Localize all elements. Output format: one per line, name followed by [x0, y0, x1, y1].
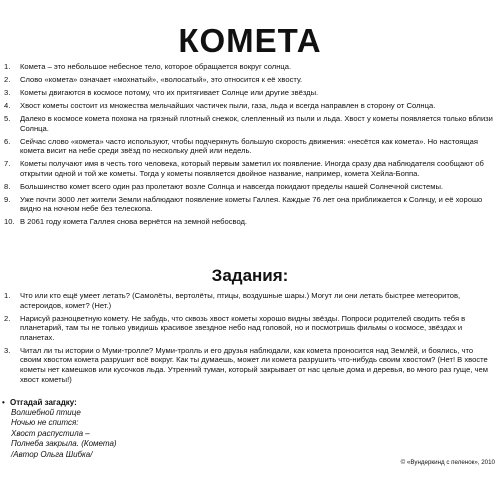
fact-text: В 2061 году комета Галлея снова вернётся на земной небосвод.	[20, 217, 248, 227]
fact-text: Уже почти 3000 лет жители Земли наблюдают появление кометы Галлея. Каждые 76 лет она приближается к Солнцу, и её хорошо видно на ночном небе без телескопа.	[20, 194, 483, 214]
fact-text: Далеко в космосе комета похожа на грязный плотный снежок, слепленный из пыли и льда. Хвост у кометы появляется только вблизи Солнца.	[20, 113, 493, 133]
fact-text: Большинство комет всего один раз пролетают возле Солнца и навсегда покидают пределы нашей Солнечной системы.	[20, 181, 444, 191]
fact-number: 3.	[4, 87, 11, 97]
fact-item	[4, 182, 495, 192]
fact-text: Сейчас слово «комета» часто используют, чтобы подчеркнуть большую скорость движения: «несётся как комета». Но настоящая комета висит на небе среди звёзд по нескольку дней или недель.	[20, 136, 478, 156]
fact-number: 7.	[4, 159, 11, 169]
task-text: Что или кто ещё умеет летать? (Самолёты, вертолёты, птицы, воздушные шары.) Могут ли они летать быстрее метеоритов, астероидов, комет? (Нет.)	[20, 291, 461, 310]
fact-item	[4, 75, 495, 85]
riddle-author: /Автор Ольга Шибка/	[11, 449, 93, 459]
fact-item	[4, 88, 495, 98]
fact-number: 1.	[4, 62, 11, 71]
fact-number: 6.	[4, 136, 11, 146]
fact-number: 5.	[4, 113, 11, 123]
fact-item	[4, 62, 495, 72]
fact-item	[4, 159, 495, 178]
riddle-line: Хвост распустила –	[11, 428, 90, 438]
riddle-line: Полнеба закрыла. (Комета)	[11, 439, 117, 449]
fact-item	[4, 101, 495, 111]
fact-item	[4, 217, 495, 227]
fact-number: 8.	[4, 181, 11, 191]
facts-list	[4, 62, 495, 230]
bullet-icon: •	[2, 398, 5, 407]
fact-number: 2.	[4, 74, 11, 84]
fact-number: 4.	[4, 100, 11, 110]
task-number: 1.	[4, 291, 11, 300]
task-item	[4, 291, 495, 310]
fact-text: Комета – это небольшое небесное тело, которое обращается вокруг солнца.	[20, 62, 292, 71]
riddle-line: Волшебной птице	[11, 408, 81, 417]
tasks-heading: Задания:	[211, 266, 289, 285]
copyright-notice: © «Вундеркинд с пеленок», 2010	[400, 459, 495, 466]
page-title: КОМЕТА	[178, 22, 322, 59]
riddle-block	[2, 398, 302, 460]
task-text: Читал ли ты истории о Муми-тролле? Муми-тролль и его друзья наблюдали, как комета проносится над Землёй, и боялись, что своим хвостом комета разрушит всё вокруг. Как ты думаешь, может ли комета разрушить что-нибудь своим хвостом? (Нет! В хвосте кометы нет камешков или кусочков льда. Утренний туман, который закрывает от нас целые дома и деревья, во много раз гуще, чем хвост кометы!)	[20, 345, 488, 384]
task-item	[4, 346, 495, 384]
riddle-heading-text: Отгадай загадку:	[10, 398, 77, 407]
task-number: 3.	[4, 345, 11, 355]
fact-text: Хвост кометы состоит из множества мельчайших частичек пыли, газа, льда и всегда направлен в сторону от Солнца.	[20, 100, 436, 110]
fact-item	[4, 137, 495, 156]
fact-item	[4, 114, 495, 133]
fact-text: Слово «комета» означает «мохнатый», «волосатый», это относится к её хвосту.	[20, 74, 303, 84]
fact-text: Кометы получают имя в честь того человека, который первым заметил их появление. Иногда сразу два наблюдателя сообщают об открытии одной и той же кометы. Тогда у кометы появляется двойное название, например, комета Хейла-Боппа.	[20, 159, 484, 178]
task-item	[4, 314, 495, 343]
tasks-list	[4, 291, 495, 388]
fact-number: 9.	[4, 194, 11, 204]
fact-number: 10.	[4, 217, 15, 227]
riddle-line: Ночью не спится:	[11, 418, 79, 428]
task-text: Нарисуй разноцветную комету. Не забудь, что сквозь хвост кометы хорошо видны звёзды. Попроси родителей сводить тебя в планетарий, там ты не только увидишь красивое звездное небо над головой, но и посмотришь фильмы о космосе, звёздах и планетах.	[20, 313, 466, 342]
riddle-heading	[2, 398, 302, 408]
fact-item	[4, 195, 495, 214]
task-number: 2.	[4, 313, 11, 323]
fact-text: Кометы двигаются в космосе потому, что их притягивает Солнце или другие звёзды.	[20, 87, 319, 97]
